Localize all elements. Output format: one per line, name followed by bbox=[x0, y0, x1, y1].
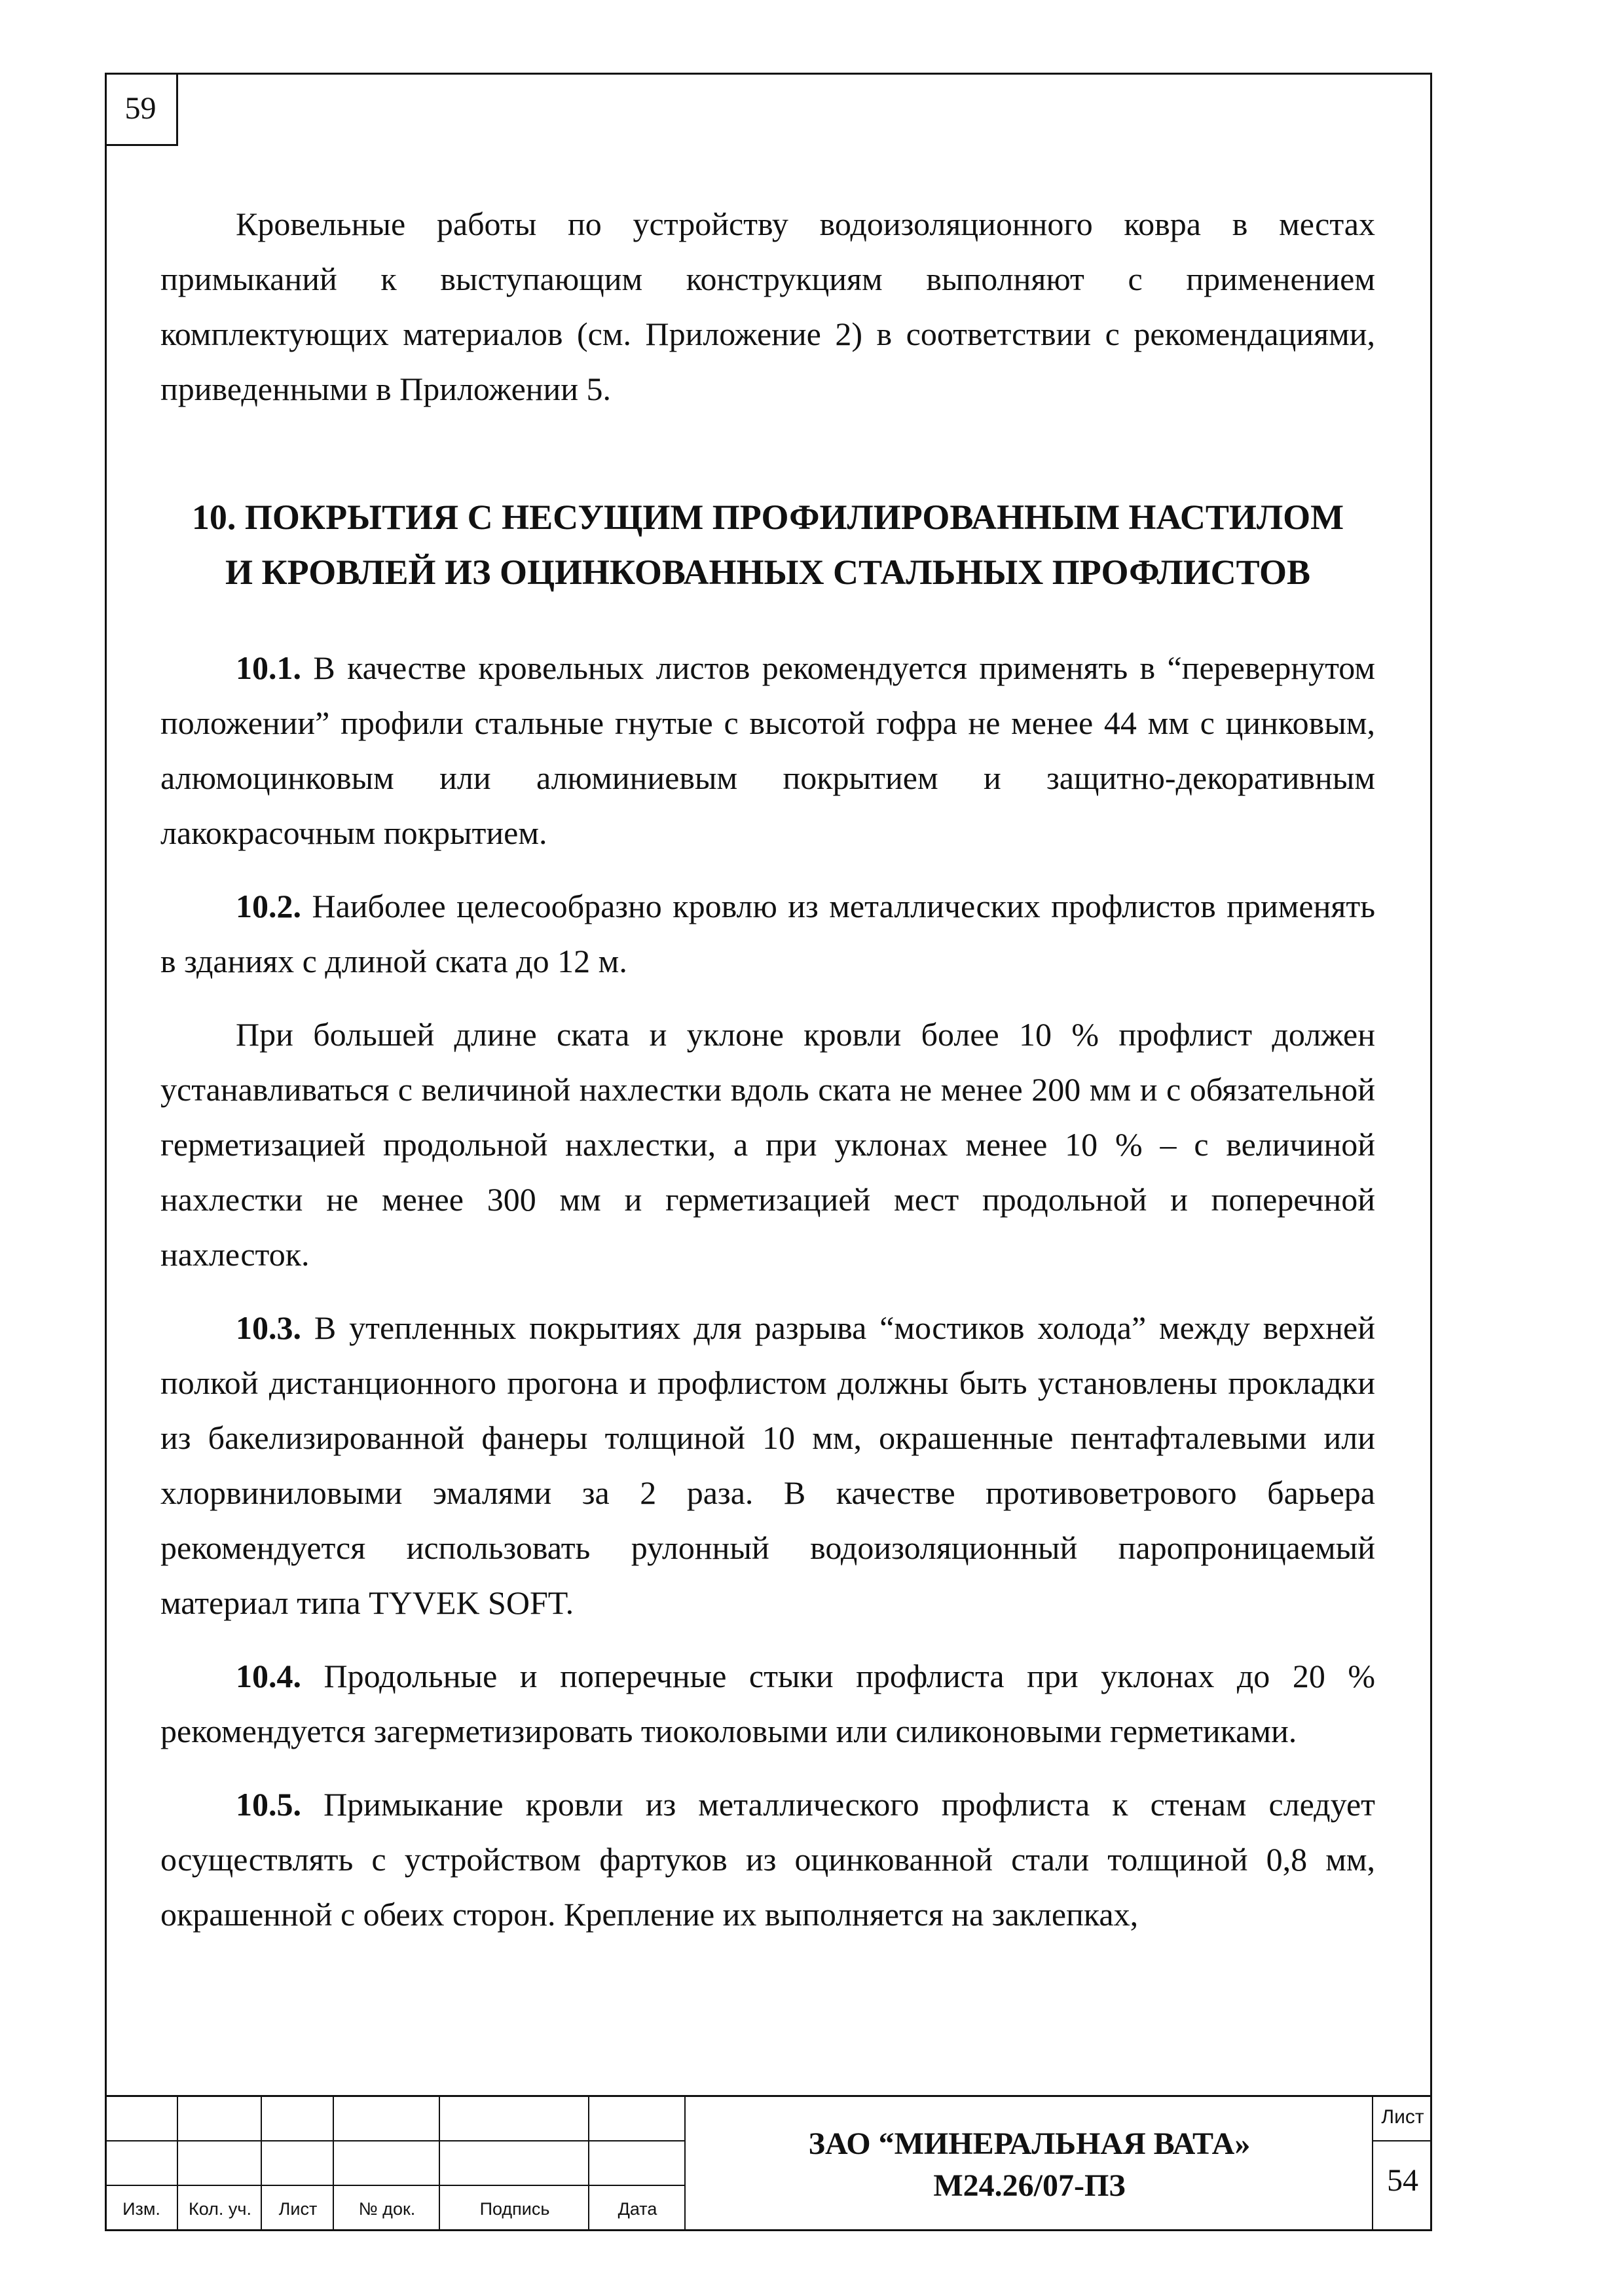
title-block bbox=[105, 2095, 1432, 2231]
col-label: Изм. bbox=[122, 2199, 160, 2219]
section-number: 10.5. bbox=[236, 1786, 301, 1823]
document-body bbox=[160, 196, 1375, 1942]
document-code: М24.26/07-ПЗ bbox=[933, 2168, 1126, 2203]
page-number: 59 bbox=[105, 73, 178, 146]
paragraph-text: Продольные и поперечные стыки профлиста при уклонах до 20 % рекомендуется загерметизировать тиоколовыми или силиконовыми герметиками. bbox=[160, 1658, 1375, 1749]
section-number: 10.2. bbox=[236, 888, 301, 924]
sheet-number: 54 bbox=[1387, 2163, 1418, 2198]
organization-block bbox=[686, 2123, 1373, 2207]
section-number: 10.4. bbox=[236, 1658, 301, 1694]
col-label: Дата bbox=[618, 2199, 657, 2219]
paragraph-text: Наиболее целесообразно кровлю из металлических профлистов применять в зданиях с длиной ската до 12 м. bbox=[160, 888, 1376, 979]
paragraph-10-3 bbox=[160, 1300, 1375, 1630]
col-label: № док. bbox=[358, 2199, 416, 2219]
sheet-label: Лист bbox=[1381, 2106, 1424, 2128]
paragraph-text: Примыкание кровли из металлического профлиста к стенам следует осуществлять с устройством фартуков из оцинкованной стали толщиной 0,8 мм, окрашенной с обеих сторон. Крепление их выполняется на заклепках, bbox=[160, 1786, 1375, 1933]
col-label: Подпись bbox=[479, 2199, 550, 2219]
section-number: 10.1. bbox=[236, 649, 301, 686]
row-line bbox=[105, 2140, 686, 2141]
sheet-row-line bbox=[1373, 2140, 1432, 2141]
organization-name: ЗАО “МИНЕРАЛЬНАЯ ВАТА» bbox=[808, 2126, 1251, 2161]
paragraph-text: В качестве кровельных листов рекомендуется применять в “перевернутом положении” профили стальные гнутые с высотой гофра не менее 44 мм с цинковым, алюмоцинковым или алюминиевым покрытием и защитно-декоративным лакокрасочным покрытием. bbox=[160, 649, 1375, 851]
section-heading-line2: И КРОВЛЕЙ ИЗ ОЦИНКОВАННЫХ СТАЛЬНЫХ ПРОФЛИСТОВ bbox=[225, 553, 1311, 592]
paragraph-10-5 bbox=[160, 1777, 1375, 1942]
paragraph-text: В утепленных покрытиях для разрыва “мостиков холода” между верхней полкой дистанционного прогона и профлистом должны быть установлены прокладки из бакелизированной фанеры толщиной 10 мм, окрашенные пентафталевыми или хлорвиниловыми эмалями за 2 раза. В качестве противоветрового барьера рекомендуется использовать рулонный водоизоляционный паропроницаемый материал типа TYVEK SOFT. bbox=[160, 1309, 1375, 1621]
col-label: Кол. уч. bbox=[189, 2199, 251, 2219]
paragraph-text: При большей длине ската и уклоне кровли более 10 % профлист должен устанавливаться с величиной нахлестки вдоль ската не менее 200 мм и с обязательной герметизацией продольной нахлестки, а при уклонах менее 10 % – с величиной нахлестки не менее 300 мм и герметизацией мест продольной и поперечной нахлесток. bbox=[160, 1016, 1375, 1273]
paragraph-10-2-continued bbox=[160, 1007, 1375, 1282]
section-number: 10.3. bbox=[236, 1309, 301, 1346]
paragraph-10-4 bbox=[160, 1649, 1375, 1758]
row-line bbox=[105, 2185, 686, 2186]
intro-paragraph: Кровельные работы по устройству водоизоляционного ковра в местах примыканий к выступающим конструкциям выполняют с применением комплектующих материалов (см. Приложение 2) в соответствии с рекомендациями, приведенными в Приложении 5. bbox=[160, 206, 1375, 407]
paragraph-10-2 bbox=[160, 879, 1375, 989]
col-label: Лист bbox=[278, 2199, 318, 2219]
paragraph-10-1 bbox=[160, 640, 1375, 860]
section-heading-line1: 10. ПОКРЫТИЯ С НЕСУЩИМ ПРОФИЛИРОВАННЫМ НАСТИЛОМ bbox=[191, 498, 1344, 537]
